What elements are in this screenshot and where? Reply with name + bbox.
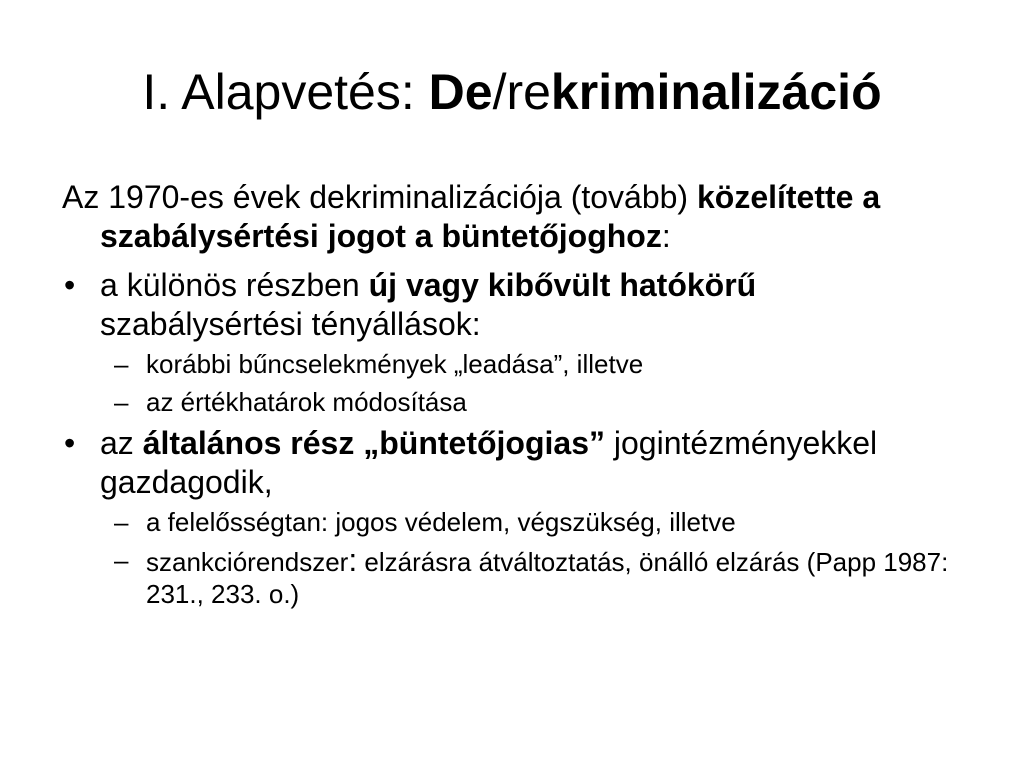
dash-icon: – (114, 349, 129, 379)
bullet-item-general-part (62, 424, 952, 502)
subitem-text: az értékhatárok módosítása (146, 387, 467, 417)
intro-bold-text: közelítette a szabálysértési jogot a büntetőjoghoz (100, 179, 881, 254)
dash-icon: – (114, 507, 129, 537)
subitem-former-crimes (62, 348, 952, 380)
bullet-post: jogintézményekkel gazdagodik, (100, 425, 878, 500)
bullet-icon: • (64, 267, 76, 303)
subitem-value-limits (62, 386, 952, 418)
intro-tail: : (661, 218, 671, 254)
subitem-liability-doctrine (62, 506, 952, 538)
bullet-post: szabálysértési tényállások: (100, 306, 481, 342)
subitem-pre: szankciórendszer (146, 547, 349, 577)
title-slash-re: /re (492, 64, 551, 120)
title-bold-de: De (428, 64, 493, 120)
title-bold-rest: kriminalizáció (550, 64, 882, 120)
slide-body (62, 178, 952, 616)
dash-icon: – (114, 387, 129, 417)
subitem-text: a felelősségtan: jogos védelem, végszükség, illetve (146, 507, 736, 537)
title-prefix: I. Alapvetés: (142, 64, 429, 120)
intro-text: Az 1970-es évek dekriminalizációja (tovább) (62, 179, 697, 215)
subitem-sanction-system (62, 544, 952, 610)
slide-title (0, 62, 1024, 122)
subitem-text: korábbi bűncselekmények „leadása”, illetve (146, 349, 644, 379)
dash-icon: – (114, 545, 129, 575)
bullet-pre: az (100, 425, 143, 461)
intro-paragraph (62, 178, 952, 256)
bullet-bold: új vagy kibővült hatókörű (368, 267, 757, 303)
bullet-pre: a különös részben (100, 267, 369, 303)
subitem-text: elzárásra átváltoztatás, önálló elzárás (Papp 1987: 231., 233. o.) (146, 547, 949, 609)
subitem-colon: : (348, 542, 358, 578)
bullet-icon: • (64, 425, 76, 461)
bullet-bold: általános rész „büntetőjogias” (142, 425, 605, 461)
bullet-item-special-part (62, 266, 952, 344)
